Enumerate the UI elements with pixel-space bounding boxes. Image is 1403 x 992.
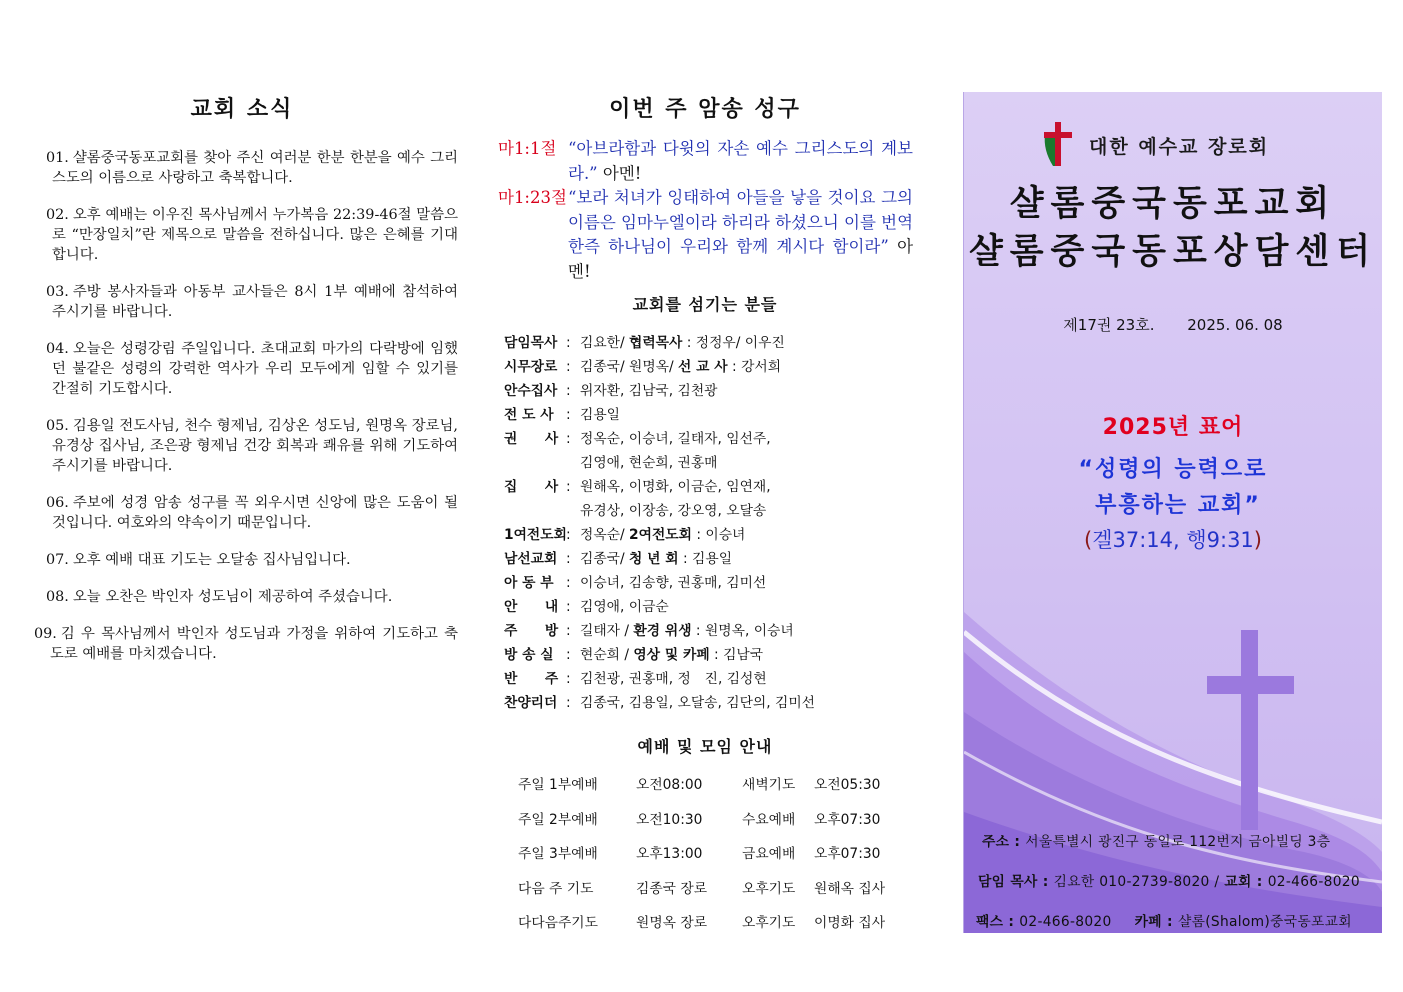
schedule-cell: 오전05:30 <box>814 777 881 794</box>
issue-date: 2025. 06. 08 <box>1187 316 1283 334</box>
church-cross-logo-icon <box>1041 120 1075 168</box>
staff-role: 1여전도회 <box>504 527 567 543</box>
motto-line-2: 부흥하는 교회” <box>1095 493 1261 518</box>
fax-label: 팩스 : <box>976 914 1015 930</box>
staff-row <box>504 523 924 547</box>
staff-role-2: 영상 및 카페 <box>633 647 710 663</box>
staff-names: 현순희 / 영상 및 카페 : 김남국 <box>580 647 764 663</box>
memory-verses <box>498 137 913 284</box>
schedule-cell: 오전10:30 <box>636 811 703 828</box>
staff-row <box>504 379 924 403</box>
address-value: 서울특별시 광진구 동일로 112번지 금아빌딩 3층 <box>1025 834 1331 850</box>
staff-row <box>504 355 924 379</box>
staff-role: 주 방 <box>504 623 559 639</box>
staff-role-2: 2여전도회 <box>629 527 692 543</box>
staff-role-2: 선 교 사 <box>678 359 728 375</box>
address-label: 주소 : <box>982 834 1021 850</box>
staff-colon: : <box>566 647 571 663</box>
news-item <box>34 493 458 533</box>
verse-reference: 마1:1절 <box>498 139 557 158</box>
staff-role: 안수집사 <box>504 383 558 399</box>
staff-names-text: 위자환, 김남국, 김천광 <box>580 383 718 399</box>
staff-role: 전 도 사 <box>504 407 554 423</box>
news-list <box>34 148 458 681</box>
staff-names-text: 김종국/ <box>580 551 625 567</box>
staff-role: 아 동 부 <box>504 575 554 591</box>
staff-names <box>580 403 924 427</box>
staff-row <box>504 547 924 571</box>
staff-role <box>504 451 566 475</box>
staff-names-text: 유경상, 이장송, 강오영, 오달송 <box>580 503 767 519</box>
staff-row <box>504 475 924 499</box>
staff-row <box>504 595 924 619</box>
schedule-cell: 이명화 집사 <box>814 915 886 932</box>
schedule-cell: 다음 주 기도 <box>518 880 594 897</box>
verse-text: “아브라함과 다윗의 자손 예수 그리스도의 계보라.” <box>568 139 913 183</box>
news-item-text: 김 우 목사님께서 박인자 성도님과 가정을 위하여 기도하고 축도로 예배를 마치겠습니다. <box>50 626 458 662</box>
church-phone-label: 교회 : <box>1224 874 1263 890</box>
news-item-text: 오늘은 성령강림 주일입니다. 초대교회 마가의 다락방에 임했던 불같은 성령의 강력한 역사가 우리 모두에게 임할 수 있기를 간절히 기도합시다. <box>52 341 458 397</box>
schedule-cell: 원해옥 집사 <box>814 880 886 897</box>
issue-info <box>964 314 1382 335</box>
staff-colon <box>566 451 580 475</box>
schedule-cell: 수요예배 <box>742 811 796 828</box>
verse-text-block <box>568 137 913 186</box>
staff-names-text: 김영애, 현순희, 권홍매 <box>580 455 718 471</box>
news-title: 교회 소식 <box>190 97 294 122</box>
staff-names-2: 이승녀 <box>705 527 746 543</box>
staff-row <box>504 619 924 643</box>
staff-names-text: 김영애, 이금순 <box>580 599 669 615</box>
staff-names-text: 김종국/ 원명옥/ <box>580 359 674 375</box>
staff-row <box>504 331 924 355</box>
pastor-contact: 김요한 010-2739-8020 / <box>1053 874 1220 890</box>
schedule-cell: 주일 1부예배 <box>518 777 598 794</box>
staff-row <box>504 403 924 427</box>
staff-row <box>504 571 924 595</box>
staff-title: 교회를 섬기는 분들 <box>632 295 778 314</box>
cover-panel <box>963 92 1382 933</box>
news-item-text: 오후 예배 대표 기도는 오달송 집사님입니다. <box>72 552 351 568</box>
motto-reference-text: 겔37:14, 행9:31 <box>1092 528 1254 552</box>
schedule-cell: 금요예배 <box>742 846 796 863</box>
verse-item <box>498 137 913 186</box>
news-item-number: 05. <box>46 418 69 434</box>
news-item-number: 03. <box>46 284 69 300</box>
staff-names <box>580 691 924 715</box>
schedule-table <box>506 766 906 939</box>
staff-names <box>580 667 924 691</box>
schedule-cell: 주일 2부예배 <box>518 811 598 828</box>
schedule-row <box>506 835 906 870</box>
verse-amen: 아멘! <box>602 163 642 183</box>
news-item-number: 07. <box>46 552 69 568</box>
address-line <box>982 830 1330 850</box>
staff-names <box>580 379 924 403</box>
cafe-name: 샬롬(Shalom)중국동포교회 <box>1177 914 1352 930</box>
fax-cafe-line <box>976 910 1352 930</box>
staff-row <box>504 451 924 475</box>
volume-number: 제17권 23호. <box>1063 316 1155 334</box>
news-item <box>34 550 458 570</box>
staff-names <box>580 475 924 499</box>
staff-names-text: 정옥순, 이승녀, 길태자, 임선주, <box>580 431 771 447</box>
staff-names-text: 김용일 <box>580 407 620 423</box>
news-item <box>34 282 458 322</box>
staff-row <box>504 427 924 451</box>
staff-names <box>580 499 924 523</box>
staff-names-text: 김천광, 권홍매, 정 진, 김성현 <box>580 671 767 687</box>
news-item-number: 08. <box>46 589 69 605</box>
news-item <box>34 339 458 399</box>
news-item-text: 오후 예배는 이우진 목사님께서 누가복음 22:39-46절 말씀으로 “만장일치”란 제목으로 말씀을 전하십니다. 많은 은혜를 기대합니다. <box>52 207 458 263</box>
verse-text-block <box>568 186 913 284</box>
news-item <box>34 416 458 476</box>
church-name: 샬롬중국동포교회 <box>1009 183 1337 224</box>
staff-colon: : <box>566 335 571 351</box>
news-item-text: 샬롬중국동포교회를 찾아 주신 여러분 한분 한분을 예수 그리스도의 이름으로 사랑하고 축복합니다. <box>52 150 458 186</box>
staff-role: 찬양리더 <box>504 695 558 711</box>
news-item-number: 02. <box>46 207 69 223</box>
staff-names <box>580 595 924 619</box>
staff-names <box>580 451 924 475</box>
news-item-number: 04. <box>46 341 69 357</box>
news-item-number: 09. <box>34 626 57 642</box>
staff-role-2: 청 년 회 <box>629 551 679 567</box>
staff-colon: : <box>566 575 571 591</box>
staff-role: 방 송 실 <box>504 647 554 663</box>
news-item-number: 01. <box>46 150 69 166</box>
staff-colon: : <box>566 527 571 543</box>
church-phone: 02-466-8020 <box>1267 874 1360 890</box>
news-item-text: 주보에 성경 암송 성구를 꼭 외우시면 신앙에 많은 도움이 될 것입니다. 여호와의 약속이기 때문입니다. <box>52 495 458 531</box>
staff-colon: : <box>566 671 571 687</box>
staff-role: 시무장로 <box>504 359 558 375</box>
staff-row <box>504 667 924 691</box>
staff-row <box>504 691 924 715</box>
motto-heading: 2025년 표어 <box>1102 415 1244 440</box>
schedule-cell: 새벽기도 <box>742 777 796 794</box>
schedule-cell: 다다음주기도 <box>518 915 598 932</box>
verse-reference: 마1:23절 <box>498 188 567 207</box>
contact-line <box>978 870 1360 890</box>
news-item <box>34 148 458 188</box>
schedule-title: 예배 및 모임 안내 <box>637 737 773 756</box>
staff-role: 담임목사 <box>504 335 558 351</box>
staff-role-2: 협력목사 <box>629 335 683 351</box>
staff-names: 김종국/ 청 년 회 : 김용일 <box>580 551 733 567</box>
denomination-name: 대한 예수교 장로회 <box>1089 136 1270 158</box>
schedule-row <box>506 801 906 836</box>
staff-names-2: 원명옥, 이승녀 <box>704 623 794 639</box>
schedule-cell: 오후기도 <box>742 915 796 932</box>
staff-names: 김종국/ 원명옥/ 선 교 사 : 강서희 <box>580 359 782 375</box>
staff-row <box>504 643 924 667</box>
news-item-text: 주방 봉사자들과 아동부 교사들은 8시 1부 예배에 참석하여 주시기를 바랍니다. <box>52 284 458 320</box>
pastor-label: 담임 목사 : <box>978 874 1049 890</box>
counseling-center-name: 샬롬중국동포상담센터 <box>968 231 1378 272</box>
schedule-row <box>506 766 906 801</box>
schedule-row <box>506 870 906 905</box>
staff-names: 김요한/ 협력목사 : 정정우/ 이우진 <box>580 335 785 351</box>
staff-names-text: 이승녀, 김송향, 권홍매, 김미선 <box>580 575 767 591</box>
schedule-cell: 오후13:00 <box>636 846 703 863</box>
fax-number: 02-466-8020 <box>1019 914 1112 930</box>
staff-names-text: 정옥순/ <box>580 527 625 543</box>
staff-names-text: 김요한/ <box>580 335 625 351</box>
staff-role-2: 환경 위생 <box>633 623 692 639</box>
cafe-label: 카페 : <box>1134 914 1173 930</box>
staff-names-text: 길태자 / <box>580 623 630 639</box>
news-item-text: 오늘 오찬은 박인자 성도님이 제공하여 주셨습니다. <box>72 589 393 605</box>
staff-names-text: 원해옥, 이명화, 이금순, 임연재, <box>580 479 771 495</box>
staff-colon: : <box>566 551 571 567</box>
staff-colon: : <box>566 599 571 615</box>
staff-role: 남선교회 <box>504 551 558 567</box>
schedule-cell: 오후07:30 <box>814 811 881 828</box>
news-item <box>34 624 458 664</box>
staff-names-text: 김종국, 김용일, 오달송, 김단의, 김미선 <box>580 695 816 711</box>
staff-names-2: 정정우/ 이우진 <box>695 335 785 351</box>
schedule-cell: 오후기도 <box>742 880 796 897</box>
staff-colon <box>566 499 580 523</box>
news-item-text: 김용일 전도사님, 천수 형제님, 김상온 성도님, 원명옥 장로님, 유경상 집사님, 조은광 형제님 건강 회복과 쾌유를 위해 기도하여 주시기를 바랍니다. <box>52 418 458 474</box>
news-item-number: 06. <box>46 495 69 511</box>
news-item <box>34 587 458 607</box>
staff-names: 정옥순/ 2여전도회 : 이승녀 <box>580 527 746 543</box>
staff-role <box>504 499 566 523</box>
schedule-cell: 원명옥 장로 <box>636 915 708 932</box>
news-item <box>34 205 458 265</box>
staff-role: 안 내 <box>504 599 559 615</box>
staff-role: 반 주 <box>504 671 559 687</box>
schedule-cell: 오전08:00 <box>636 777 703 794</box>
staff-role: 집 사 <box>504 479 559 495</box>
motto-reference: (겔37:14, 행9:31) <box>1083 528 1262 552</box>
staff-colon: : <box>566 407 571 423</box>
verse-item <box>498 186 913 284</box>
staff-colon: : <box>566 359 571 375</box>
staff-names: 길태자 / 환경 위생 : 원명옥, 이승녀 <box>580 623 794 639</box>
staff-names <box>580 427 924 451</box>
schedule-cell: 김종국 장로 <box>636 880 708 897</box>
staff-colon: : <box>566 431 571 447</box>
staff-names-2: 강서희 <box>741 359 782 375</box>
motto-line-1: “성령의 능력으로 <box>1078 457 1268 482</box>
staff-names-text: 현순희 / <box>580 647 630 663</box>
verse-amen: 아멘! <box>568 237 914 281</box>
schedule-cell: 주일 3부예배 <box>518 846 598 863</box>
staff-names-2: 김남국 <box>723 647 764 663</box>
schedule-row <box>506 904 906 939</box>
staff-names <box>580 571 924 595</box>
staff-row <box>504 499 924 523</box>
verses-title: 이번 주 암송 성구 <box>609 97 801 122</box>
verse-text: “보라 처녀가 잉태하여 아들을 낳을 것이요 그의 이름은 임마누엘이라 하리라 하셨으니 이를 번역한즉 하나님이 우리와 함께 계시다 함이라” <box>568 188 914 256</box>
staff-list <box>504 331 924 715</box>
staff-colon: : <box>566 479 571 495</box>
staff-colon: : <box>566 383 571 399</box>
schedule-cell: 오후07:30 <box>814 846 881 863</box>
staff-names-2: 김용일 <box>692 551 733 567</box>
staff-colon: : <box>566 623 571 639</box>
staff-colon: : <box>566 695 571 711</box>
staff-role: 권 사 <box>504 431 559 447</box>
